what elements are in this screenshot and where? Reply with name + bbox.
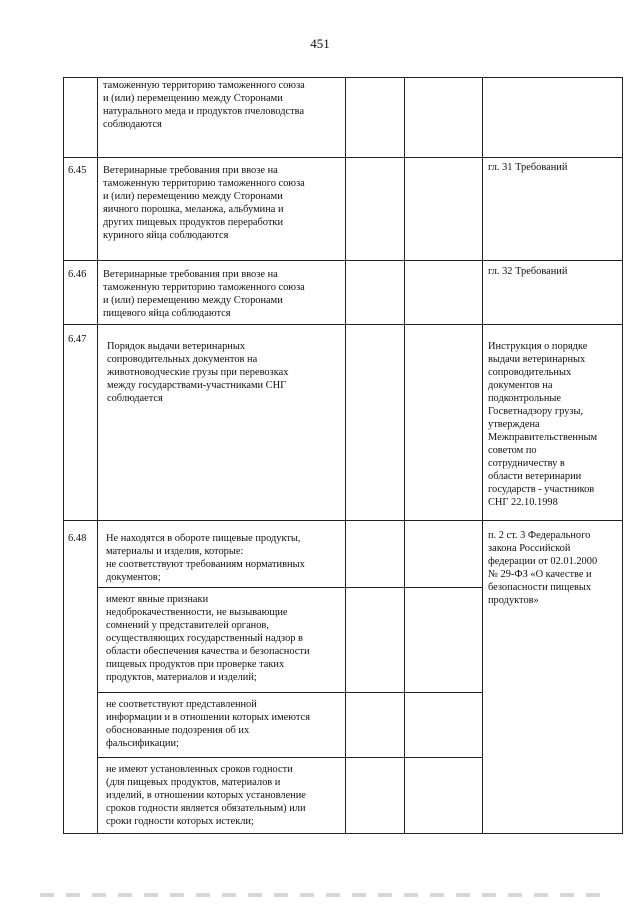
reference-text: гл. 32 Требований — [488, 266, 568, 277]
reference-text: п. 2 ст. 3 Федерального закона Российской федерации от 02.01.2000 № 29-ФЗ «О качестве и безопасности пищевых продуктов» — [488, 530, 598, 606]
row-divider — [63, 157, 623, 158]
reference-text: Инструкция о порядке выдачи ветеринарных сопроводительных документов на подконтрольные Госветнадзору грузы, утверждена Межправительственным советом по сотрудничеству в области ветеринарии государств - участников СНГ 22.10.1998 — [488, 341, 598, 508]
row-divider — [63, 260, 623, 261]
item-number: 6.48 — [68, 533, 87, 544]
table-border-bottom — [63, 833, 623, 834]
row-divider — [63, 324, 623, 325]
item-number: 6.45 — [68, 165, 87, 176]
requirement-text: Порядок выдачи ветеринарных сопроводительных документов на животноводческие грузы при перевозках между государствами-участниками СНГ соблюдается — [107, 341, 289, 404]
reference-text: гл. 31 Требований — [488, 162, 568, 173]
requirement-text: Ветеринарные требования при ввозе на таможенную территорию таможенного союза и (или) перемещению между Сторонами пищевого яйца соблюдаются — [103, 269, 305, 319]
requirement-text: Ветеринарные требования при ввозе на таможенную территорию таможенного союза и (или) перемещению между Сторонами яичного порошка, меланжа, альбумина и других пищевых продуктов переработки куриного яйца соблюдаются — [103, 165, 305, 241]
requirement-text: имеют явные признаки недоброкачественности, не вызывающие сомнений у представителей органов, осуществляющих государственный надзор в области обеспечения качества и безопасности пищевых продуктов при проверке таких продуктов, материалов и изделий; — [106, 594, 310, 683]
column-divider-num — [97, 77, 98, 834]
page-number: 451 — [310, 36, 330, 51]
requirement-text: Не находятся в обороте пищевые продукты, материалы и изделия, которые: не соответствуют требованиям нормативных документов; — [106, 533, 305, 583]
sub-row-divider — [97, 692, 482, 693]
column-divider-requirement — [345, 77, 346, 834]
sub-row-divider — [97, 587, 482, 588]
requirement-text: не имеют установленных сроков годности (для пищевых продуктов, материалов и изделий, в отношении которых установление сроков годности является обязательным) или сроки годности которых истекли; — [106, 764, 306, 827]
item-number: 6.46 — [68, 269, 87, 280]
scan-artifact — [40, 893, 600, 897]
table-border-right — [622, 77, 623, 834]
row-divider — [63, 520, 623, 521]
requirement-text: не соответствуют представленной информации и в отношении которых имеются обоснованные подозрения об их фальсификации; — [106, 699, 310, 749]
table-border-left — [63, 77, 64, 834]
column-divider-no — [482, 77, 483, 834]
sub-row-divider — [97, 757, 482, 758]
item-number: 6.47 — [68, 334, 87, 345]
table-border-top — [63, 77, 623, 78]
requirement-text: таможенную территорию таможенного союза и (или) перемещению между Сторонами натурального меда и продуктов пчеловодства соблюдаются — [103, 80, 305, 130]
column-divider-yes — [404, 77, 405, 834]
